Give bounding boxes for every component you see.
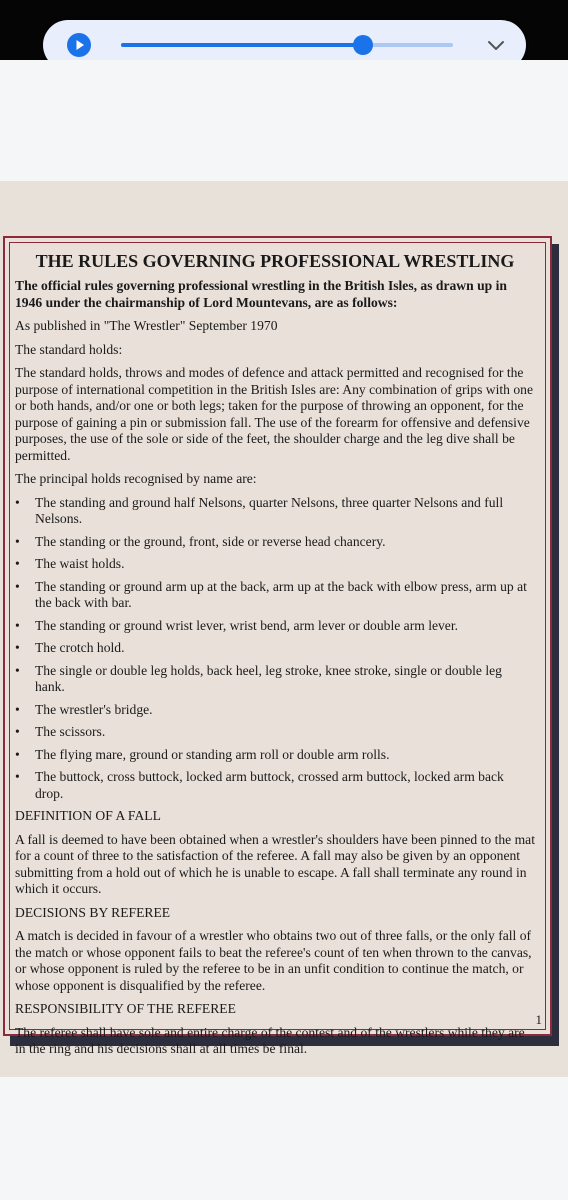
blank-page-area-bottom — [0, 1077, 568, 1200]
list-item: • The standing or the ground, front, side or reverse head chancery. — [35, 534, 535, 551]
list-item: • The waist holds. — [35, 556, 535, 573]
standard-holds-heading: The standard holds: — [15, 341, 123, 357]
list-item: • The standing or ground wrist lever, wrist bend, arm lever or double arm lever. — [35, 618, 535, 635]
responsibility-heading: RESPONSIBILITY OF THE REFEREE — [15, 1001, 236, 1016]
responsibility-text: The referee shall have sole and entire charge of the contest and of the wrestlers while they are in the ring and his decisions shall at all times be final. — [15, 1024, 525, 1056]
progress-thumb[interactable] — [353, 35, 373, 55]
page-number: 1 — [535, 1012, 542, 1027]
list-item: • The buttock, cross buttock, locked arm buttock, crossed arm buttock, locked arm back drop. — [35, 769, 535, 802]
list-item: • The wrestler's bridge. — [35, 702, 535, 719]
document-intro: The official rules governing professional wrestling in the British Isles, as drawn up in 1946 under the chairmanship of Lord Mountevans, are as follows: — [15, 278, 507, 310]
list-item: • The single or double leg holds, back heel, leg stroke, knee stroke, single or double leg hank. — [35, 663, 535, 696]
list-item: • The flying mare, ground or standing arm roll or double arm rolls. — [35, 747, 535, 764]
play-icon[interactable] — [67, 33, 91, 57]
fall-heading: DEFINITION OF A FALL — [15, 808, 161, 823]
principal-holds-heading: The principal holds recognised by name are: — [15, 471, 257, 486]
fall-text: A fall is deemed to have been obtained when a wrestler's shoulders have been pinned to the mat for a count of three to the satisfaction of the referee. A fall may also be given by an opponent submitting from a hold out of which he is unable to escape. A fall shall terminate any round in which it occurs. — [15, 831, 535, 896]
chevron-down-icon[interactable] — [484, 33, 508, 57]
list-item: • The standing or ground arm up at the back, arm up at the back with elbow press, arm up at the back with bar. — [35, 579, 535, 612]
blank-page-area — [0, 60, 568, 181]
decisions-text: A match is decided in favour of a wrestler who obtains two out of three falls, or the only fall of the match or whose opponent fails to beat the referee's count of ten when thrown to the canvas, or whose opponent is ruled by the referee to be in an unfit condition to continue the match, or whose opponent is disqualified by the referee. — [15, 928, 532, 993]
progress-slider[interactable] — [121, 43, 453, 47]
progress-fill — [121, 43, 363, 47]
list-item: • The standing and ground half Nelsons, quarter Nelsons, three quarter Nelsons and full Nelsons. — [35, 495, 535, 528]
list-item: • The scissors. — [35, 724, 535, 741]
document-title: THE RULES GOVERNING PROFESSIONAL WRESTLING — [35, 251, 515, 271]
holds-list — [15, 495, 535, 803]
decisions-heading: DECISIONS BY REFEREE — [15, 904, 171, 920]
standard-holds-text: The standard holds, throws and modes of defence and attack permitted and recognised for the purpose of international competition in the British Isles are: Any combination of grips with one or both hands, and/or one or both legs; taken for the purpose of throwing an opponent, for the purpose of gaining a pin or submission fall. The use of the forearm for offensive and defensive purposes, the use of the sole or side of the feet, the shoulder charge and the leg dive shall be permitted. — [15, 365, 533, 463]
list-item: • The crotch hold. — [35, 640, 535, 657]
document-content — [15, 248, 535, 1065]
publication-note: As published in "The Wrestler" September 1970 — [15, 318, 278, 333]
document-page — [3, 236, 552, 1056]
